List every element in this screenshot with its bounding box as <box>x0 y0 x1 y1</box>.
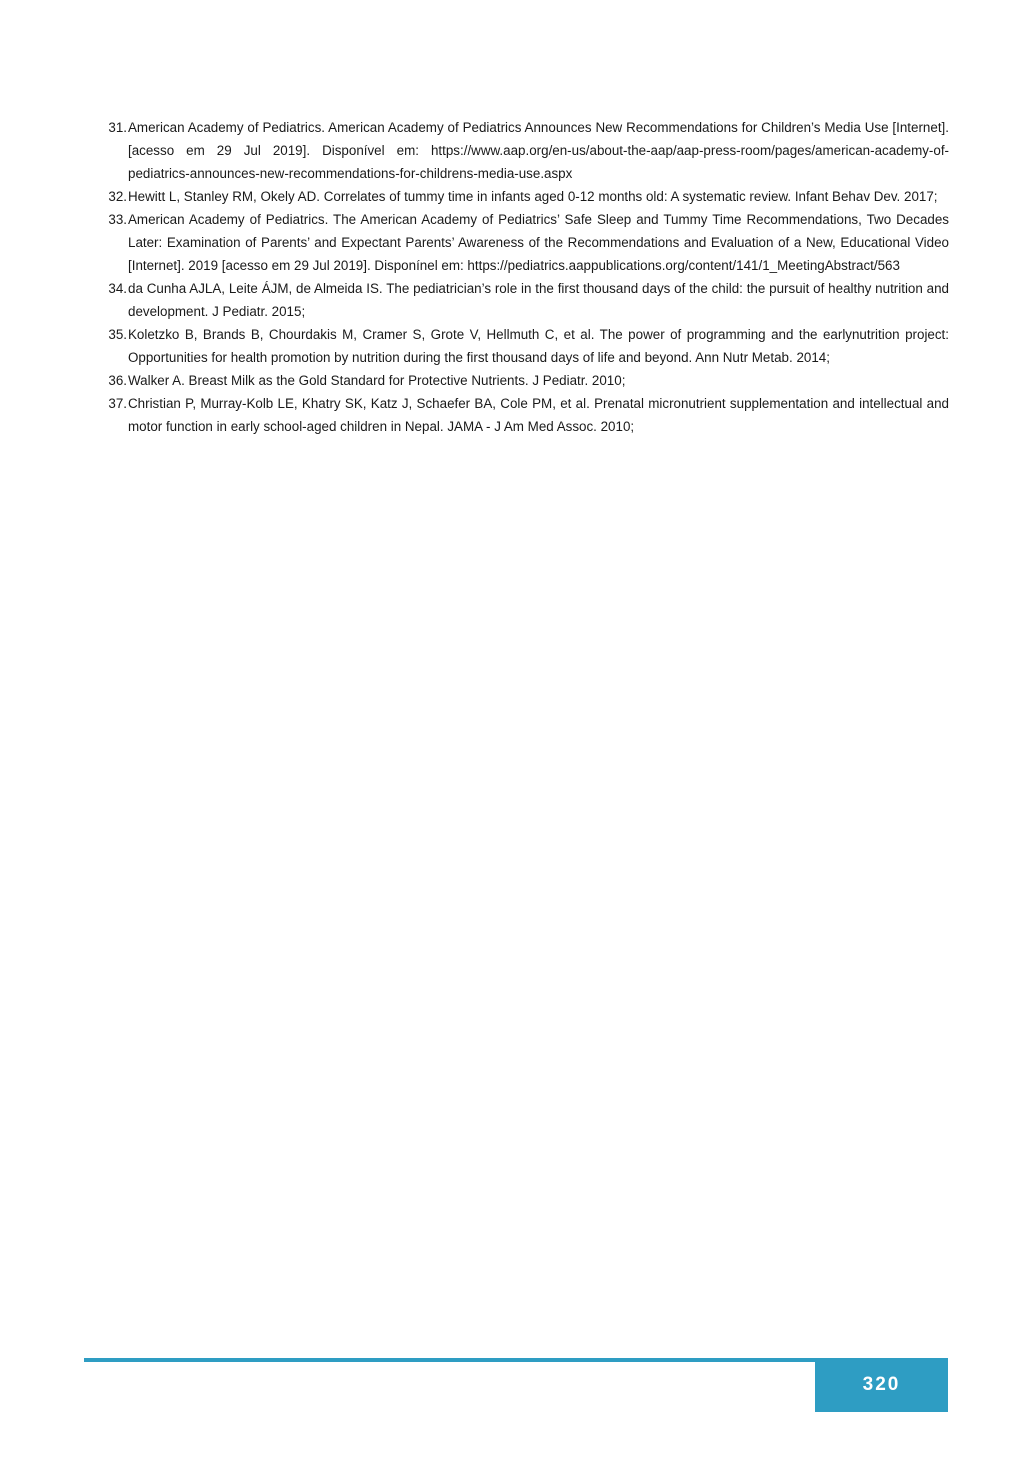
reference-text: American Academy of Pediatrics. The American Academy of Pediatrics’ Safe Sleep and Tummy Time Recommendations, Two Decades Later: Examination of Parents’ and Expectant Parents’ Awareness of the Recommendations and Evaluation of a New, Educational Video [Internet]. 2019 [acesso em 29 Jul 2019]. Disponínel em: https://pediatrics.aappublications.org/content/141/1_MeetingAbstract/563 <box>128 212 949 273</box>
reference-number: 31. <box>108 120 127 135</box>
reference-text: Hewitt L, Stanley RM, Okely AD. Correlates of tummy time in infants aged 0-12 months old: A systematic review. Infant Behav Dev. 2017; <box>128 189 938 204</box>
reference-item <box>104 185 949 208</box>
reference-item <box>104 392 949 438</box>
reference-item <box>104 208 949 277</box>
reference-item <box>104 116 949 185</box>
reference-text: American Academy of Pediatrics. American Academy of Pediatrics Announces New Recommendations for Children’s Media Use [Internet]. [acesso em 29 Jul 2019]. Disponível em: https://www.aap.org/en-us/about-the-aap/aap-press-room/pages/american-academy-of-pediatrics-announces-new-recommendations-for-childrens-media-use.aspx <box>128 120 949 181</box>
reference-number: 33. <box>108 212 127 227</box>
reference-number: 37. <box>108 396 127 411</box>
page-number-box <box>815 1358 948 1412</box>
reference-number: 35. <box>108 327 127 342</box>
reference-item <box>104 323 949 369</box>
reference-text: Koletzko B, Brands B, Chourdakis M, Cramer S, Grote V, Hellmuth C, et al. The power of programming and the earlynutrition project: Opportunities for health promotion by nutrition during the first thousand days of life and beyond. Ann Nutr Metab. 2014; <box>128 327 949 365</box>
reference-text: Christian P, Murray-Kolb LE, Khatry SK, Katz J, Schaefer BA, Cole PM, et al. Prenatal micronutrient supplementation and intellectual and motor function in early school-aged children in Nepal. JAMA - J Am Med Assoc. 2010; <box>128 396 949 434</box>
page-number: 320 <box>862 1374 901 1395</box>
reference-text: Walker A. Breast Milk as the Gold Standard for Protective Nutrients. J Pediatr. 2010; <box>128 373 626 388</box>
reference-number: 34. <box>108 281 127 296</box>
reference-number: 36. <box>108 373 127 388</box>
reference-number: 32. <box>108 189 127 204</box>
reference-item <box>104 369 949 392</box>
reference-text: da Cunha AJLA, Leite ÁJM, de Almeida IS. The pediatrician’s role in the first thousand days of the child: the pursuit of healthy nutrition and development. J Pediatr. 2015; <box>128 281 949 319</box>
reference-list <box>104 116 949 438</box>
reference-item <box>104 277 949 323</box>
